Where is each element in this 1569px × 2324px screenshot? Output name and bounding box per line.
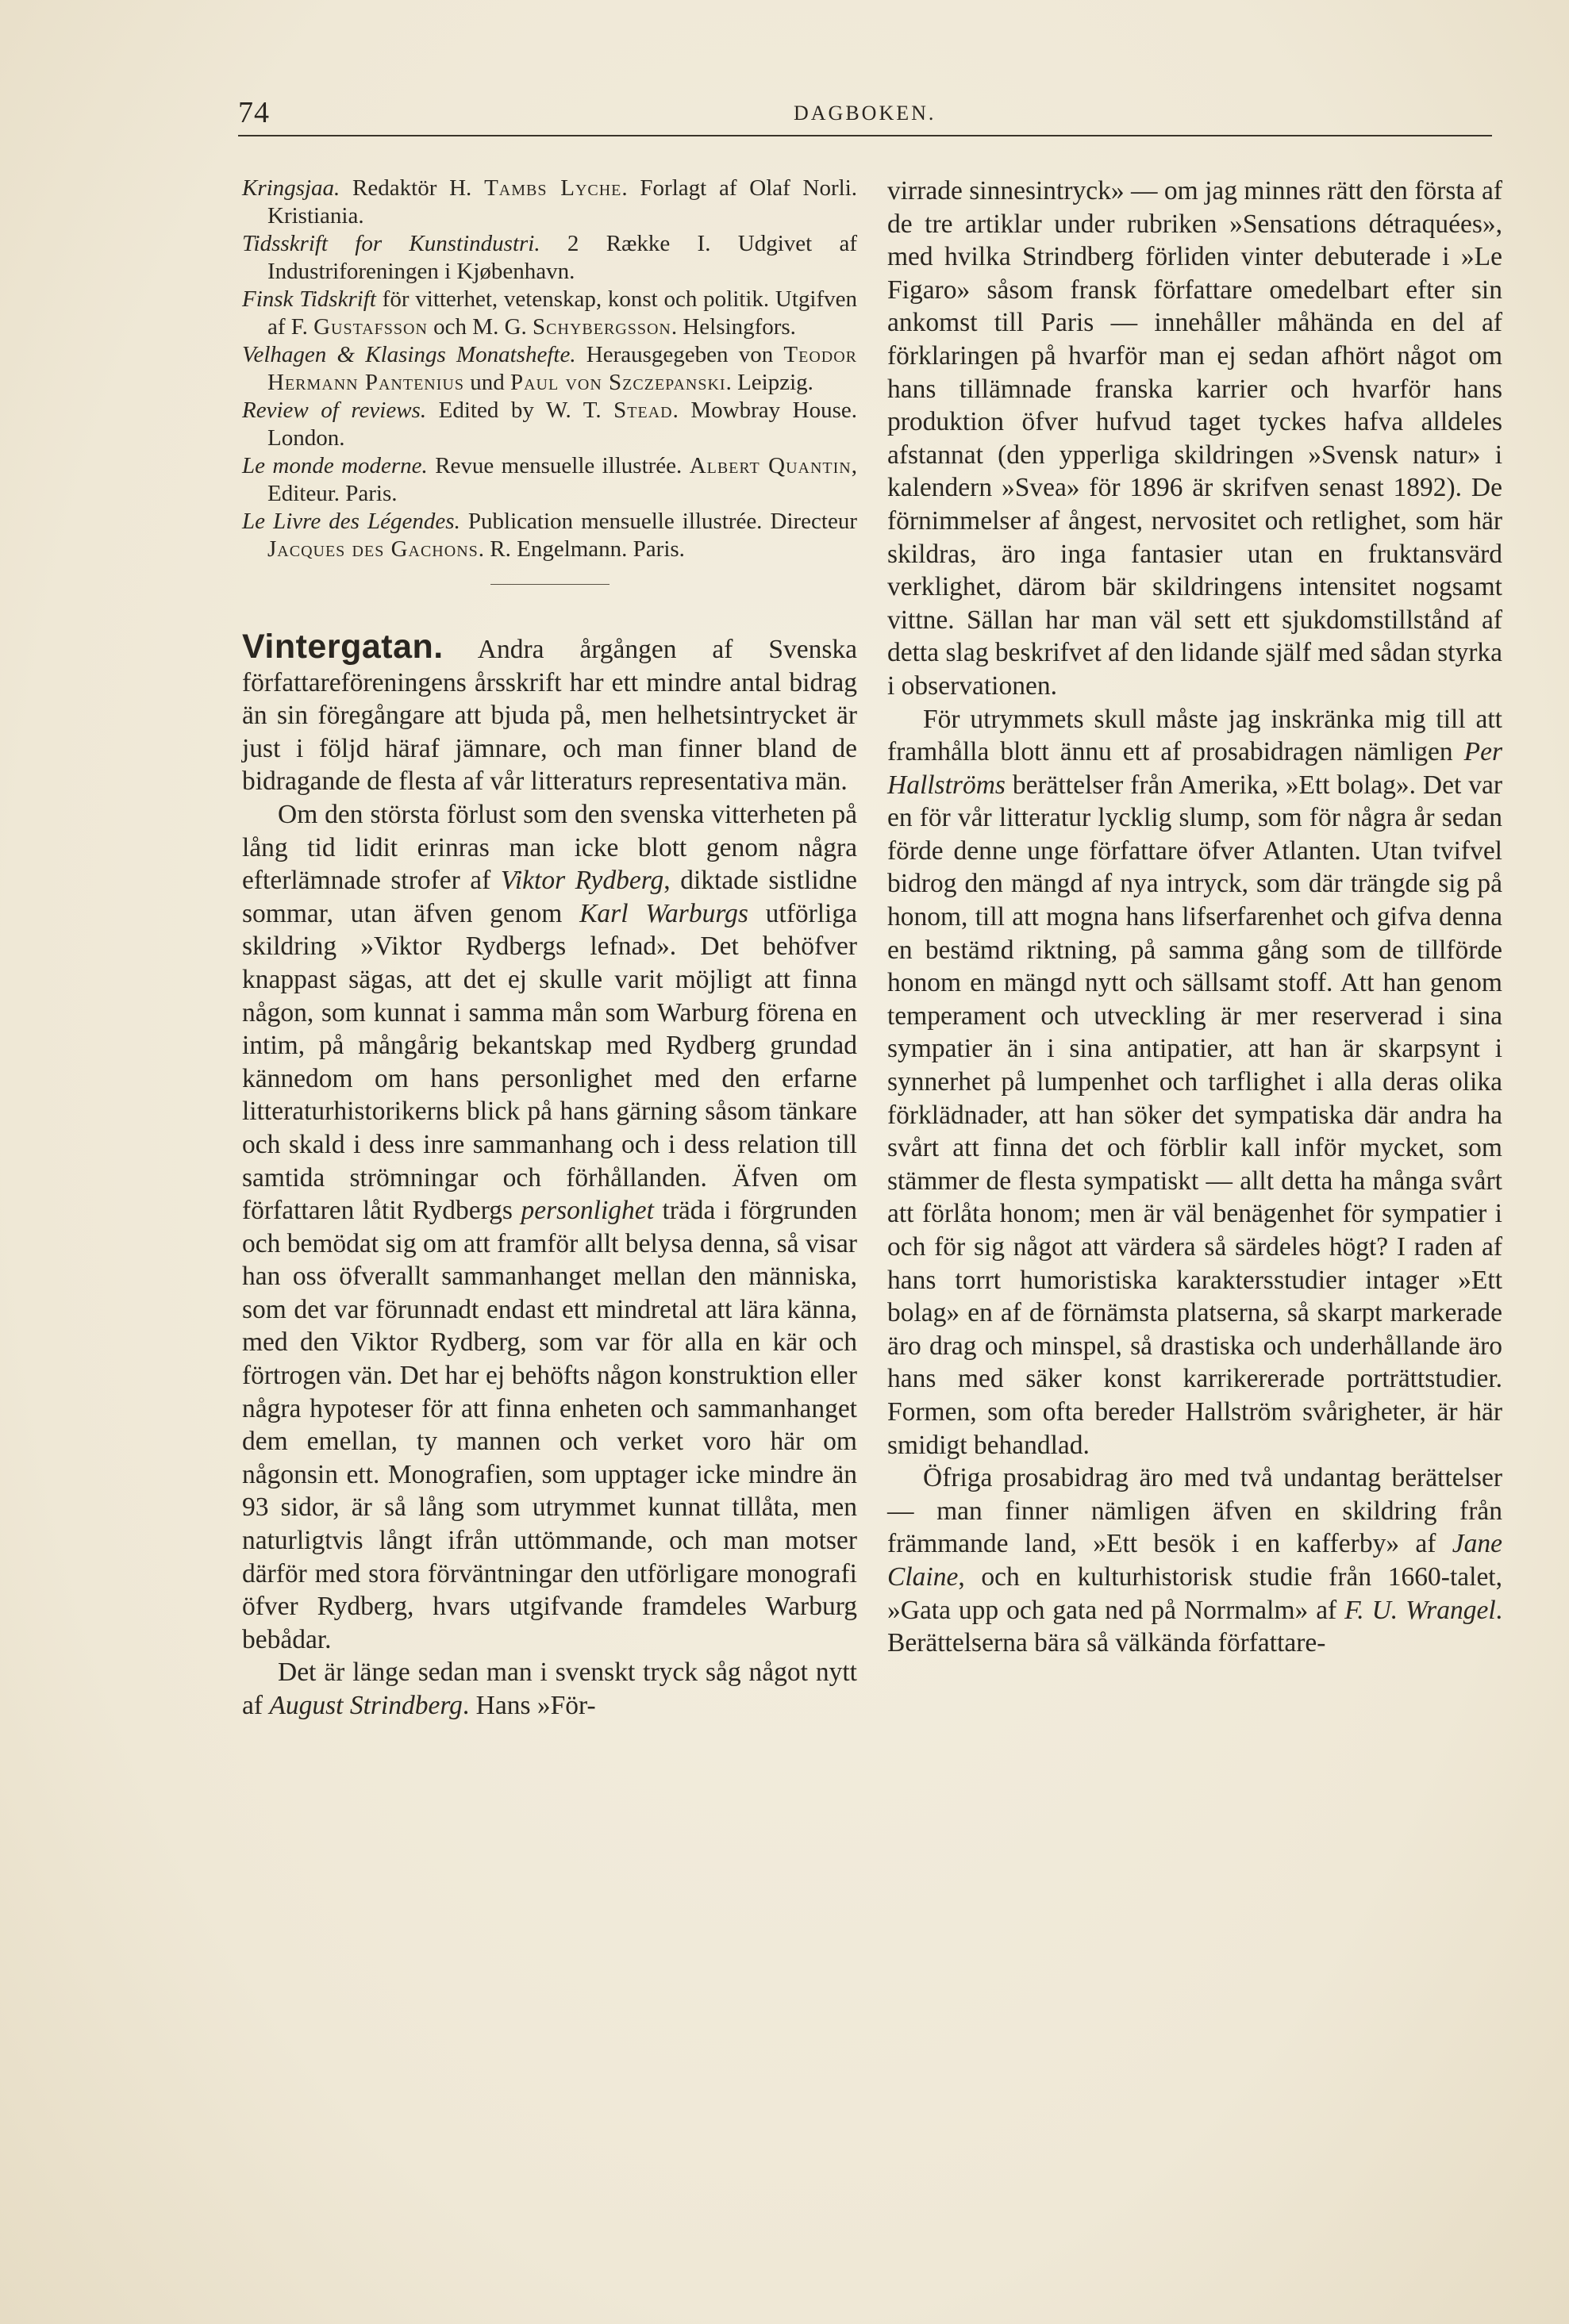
article-paragraph: Om den största förlust som den svenska vitterheten på lång tid lidit erinras man icke blott genom några efterlämnade strofer af Viktor Rydberg, diktade sistlidne sommar, utan äfven genom Karl Warburgs utförliga skildring »Viktor Rydbergs lefnad». Det behöfver knappast sägas, att det ej skulle varit möjligt att finna någon, som kunnat i samma mån som Warburg förena en intim, på mångårig bekantskap med Rydberg grundad kännedom om hans personlighet med den erfarne litteraturhistorikerns blick på hans gärning såsom tänkare och skald i dess inre sammanhang och i dess relation till samtida strömningar och förhållanden. Äfven om författaren låtit Rydbergs personlighet träda i förgrunden och bemödat sig om att framför allt belysa denna, så visar han oss öfverallt sammanhanget mellan den människa, som det var förunnadt endast ett mindretal att lära känna, med den Viktor Rydberg, som var för alla en kär och förtrogen vän. Det har ej behöfts någon konstruktion eller några hypoteser för att finna enheten och sammanhanget dem emellan, ty mannen och verket voro här om någonsin ett. Monografien, som upptager icke mindre än 93 sidor, är så lång som utrymmet kunnat tillåta, men naturligtvis långt ifrån uttömmande, och man motser därför med stora förväntningar den utförligare monografi öfver Rydberg, hvars utgifvande framdeles Warburg bebådar. bbox=[242, 799, 857, 1654]
article-paragraph: Det är länge sedan man i svenskt tryck såg något nytt af August Strindberg. Hans »För- bbox=[242, 1658, 857, 1720]
list-item: Le Livre des Légendes. Publication mensuelle illustrée. Directeur Jacques des Gachons. R. Engelmann. Paris. bbox=[242, 509, 858, 562]
list-item: Le monde moderne. Revue mensuelle illustrée. Albert Quantin, Editeur. Paris. bbox=[242, 453, 857, 506]
left-column bbox=[242, 175, 857, 1723]
article-paragraph: Öfriga prosabidrag äro med två undantag berättelser — man finner nämligen äfven en skildring från främmande land, »Ett besök i en kafferby» af Jane Claine, och en kulturhistorisk studie från 1660-talet, »Gata upp och gata ned på Norrmalm» af F. U. Wrangel. Berättelserna bära så välkända författare- bbox=[887, 1463, 1502, 1658]
section-separator bbox=[490, 584, 610, 585]
list-item: Finsk Tidskrift för vitterhet, vetenskap, konst och politik. Utgifven af F. Gustafsson och M. G. Schybergsson. Helsingfors. bbox=[242, 286, 857, 340]
running-head: DAGBOKEN. bbox=[794, 102, 936, 125]
list-item: Review of reviews. Edited by W. T. Stead. Mowbray House. London. bbox=[242, 398, 857, 451]
list-item: Kringsjaa. Redaktör H. Tambs Lyche. Forlagt af Olaf Norli. Kristiania. bbox=[242, 175, 858, 229]
article-paragraph: virrade sinnesintryck» — om jag minnes rätt den första af de tre artiklar under rubriken »Sensations détraquées», med hvilka Strindberg förliden vinter debuterade i »Le Figaro» såsom fransk författare omedelbart efter sin ankomst till Paris — innehåller måhända en del af förklaringen på hvarför man ej sedan afhört något om hans tillämnade franska karrier och hvarför hans produktion öfver hufvud taget tyckes hafva alldeles afstannat (den ypperliga skildringen »Svensk natur» i kalendern »Svea» för 1896 är skrifven senast 1892). De förnimmelser af ångest, nervositet och retlighet, som här skildras, äro inga fantasier utan en fruktansvärd verklighet, därom bär skildringens intensitet nogsamt vittne. Sällan har man väl sett ett sjukdomstillstånd af detta slag beskrifvet af den lidande själf med sådan styrka i observationen. bbox=[887, 176, 1502, 701]
article-paragraph: Vintergatan. Andra årgången af Svenska författareföreningens årsskrift har ett mindre antal bidrag än sin föregångare att bjuda på, men helhetsintrycket är just i följd häraf jämnare, och man finner bland de bidragande de flesta af vår litteraturs representativa män. bbox=[242, 628, 857, 797]
page-number: 74 bbox=[238, 96, 270, 129]
right-column bbox=[887, 175, 1502, 1660]
header-rule bbox=[238, 135, 1492, 136]
page-header bbox=[238, 95, 1492, 133]
periodicals-list bbox=[242, 175, 857, 563]
list-item: Tidsskrift for Kunstindustri. 2 Række I. Udgivet af Industriforeningen i Kjøbenhavn. bbox=[242, 231, 858, 284]
article-paragraph: För utrymmets skull måste jag inskränka mig till att framhålla blott ännu ett af prosabidragen nämligen Per Hallströms berättelser från Amerika, »Ett bolag». Det var en för vår litteratur lycklig slump, som för några år sedan förde denne unge författare öfver Atlanten. Utan tvifvel bidrog den mängd af nya intryck, som där trängde sig på honom, till att mogna hans lifserfarenhet och gifva denna en bestämd riktning, på samma gång som de tillförde honom en mängd nytt och sällsamt stoff. Att han genom temperament och utveckling är mer reserverad i sina sympatier än i sina antipatier, att han är skarpsynt i synnerhet på lumpenhet och tarflighet i alla deras olika förklädnader, att han söker det sympatiska där andra ha svårt att finna det och förblir kall inför mycket, som stämmer de flesta sympatiskt — allt detta ha många svårt att förlåta honom; men är väl benägenhet för sympatier i och för sig något att värdera så särdeles högt? I raden af hans torrt humoristiska karaktersstudier intager »Ett bolag» en af de förnämsta platserna, så skarpt markerade äro drag och minspel, så drastiska och underhållande äro hans med säker konst karrikererade porträttstudier. Formen, som ofta bereder Hallström svårigheter, är här smidigt behandlad. bbox=[887, 704, 1502, 1460]
article-heading: Vintergatan. bbox=[242, 628, 444, 666]
list-item: Velhagen & Klasings Monatshefte. Herausgegeben von Teodor Hermann Pantenius und Paul von Szczepanski. Leipzig. bbox=[242, 342, 858, 395]
